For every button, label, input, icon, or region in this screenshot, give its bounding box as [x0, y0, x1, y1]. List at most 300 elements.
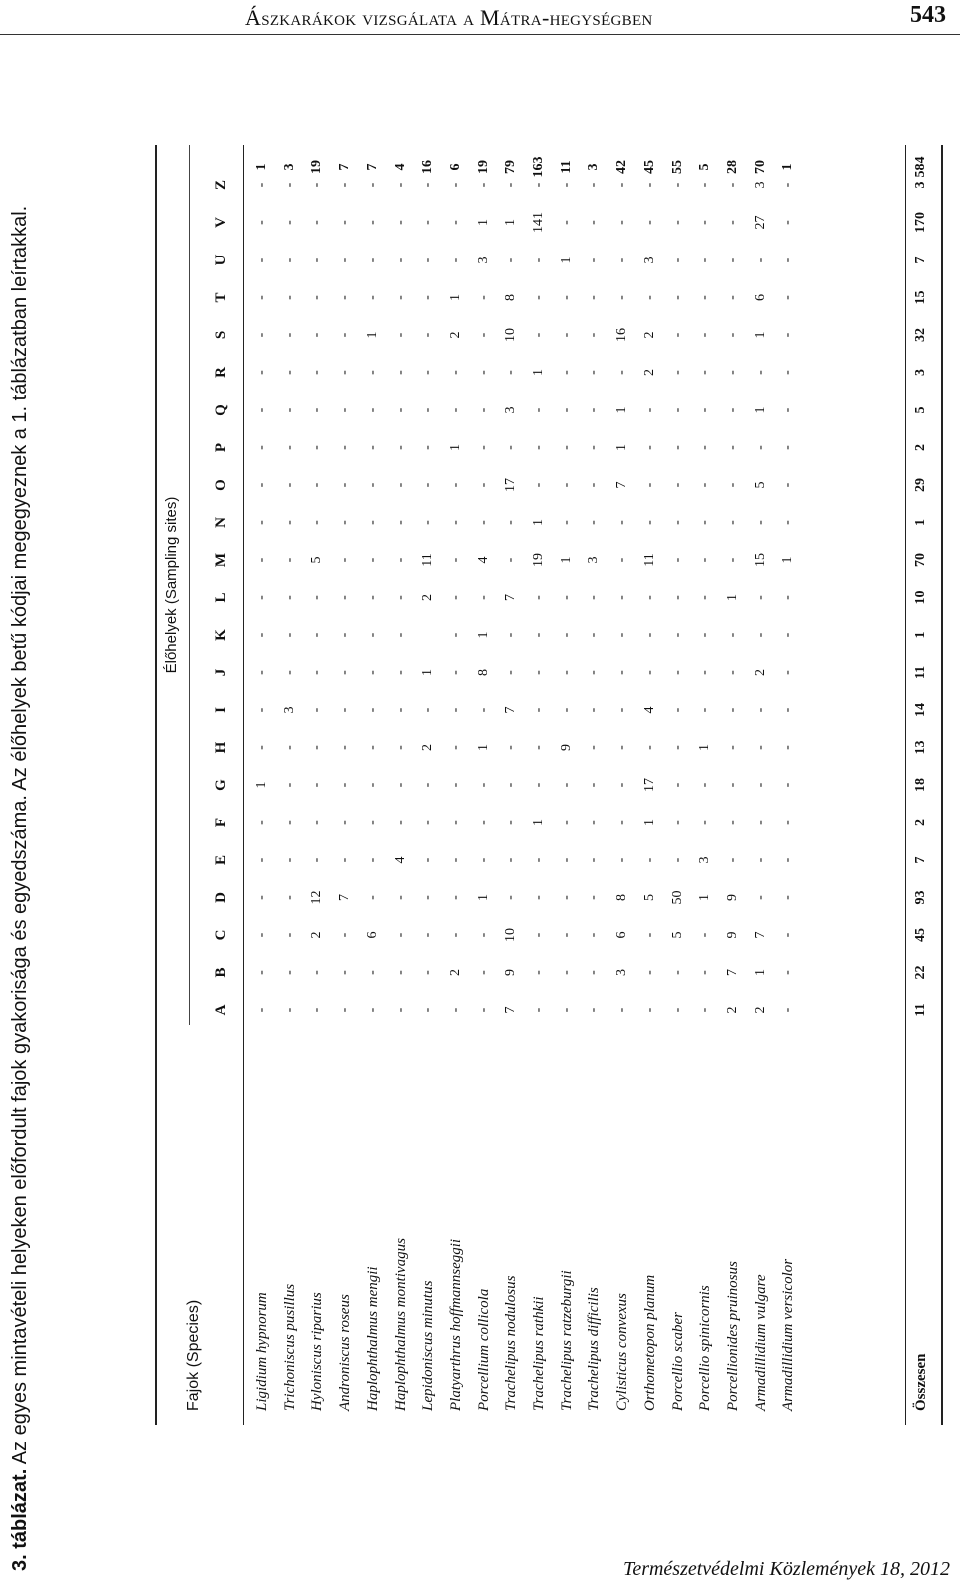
table-cell: -: [254, 595, 269, 600]
table-cell: -: [364, 407, 380, 413]
table-cell: -: [558, 332, 574, 338]
table-cell: -: [420, 707, 436, 713]
species-name: Platyarthrus hoffmannseggii: [447, 1238, 464, 1411]
table-cell: -: [503, 370, 519, 375]
table-cell: 141: [531, 212, 546, 233]
table-cell: 4: [392, 856, 408, 864]
table-cell: -: [503, 670, 519, 675]
table-cell: -: [392, 932, 408, 938]
table-cell: 50: [669, 890, 685, 905]
table-cell: 11: [641, 553, 657, 567]
table-cell: -: [586, 707, 602, 713]
table-row: [555, 145, 582, 1425]
table-cell: -: [447, 670, 463, 675]
table-cell: -: [503, 632, 519, 638]
table-cell: -: [614, 820, 630, 825]
table-cell: -: [669, 370, 685, 375]
table-cell: -: [281, 182, 297, 188]
table-cell: 5: [913, 406, 928, 414]
table-cell: -: [531, 182, 546, 188]
table-cell: -: [586, 445, 602, 450]
table-row: [361, 145, 388, 1425]
table-cell: -: [392, 782, 408, 788]
table-cell: -: [254, 407, 269, 413]
table-cell: -: [475, 332, 491, 338]
table-cell: -: [641, 445, 657, 450]
table-cell: -: [531, 482, 546, 488]
table-cell: -: [281, 1007, 297, 1013]
table-row: [721, 145, 748, 1425]
table-cell: -: [558, 707, 574, 713]
table-cell: -: [669, 782, 685, 788]
table-cell: -: [614, 707, 630, 713]
table-cell: 10: [503, 328, 519, 342]
table-cell: 2: [447, 969, 463, 976]
table-cell: -: [254, 745, 269, 750]
table-cell: -: [337, 182, 353, 188]
row-total: 3: [281, 163, 297, 171]
table-cell: -: [558, 857, 574, 863]
table-cell: -: [337, 670, 353, 675]
table-cell: -: [364, 445, 380, 450]
table-cell: 1: [614, 444, 630, 451]
table-cell: -: [531, 782, 546, 788]
species-name: Porcellio scaber: [669, 1311, 686, 1411]
table-cell: -: [669, 257, 685, 263]
table-cell: -: [780, 932, 796, 938]
table-caption: [8, 91, 32, 1571]
table-cell: -: [558, 445, 574, 450]
table-cell: -: [531, 445, 546, 450]
table-cell: -: [364, 857, 380, 863]
table-cell: -: [364, 745, 380, 750]
table-cell: 1: [447, 444, 463, 451]
row-total: 7: [337, 163, 353, 171]
species-name: Porcellio spinicornis: [697, 1285, 714, 1411]
table-cell: -: [447, 557, 463, 563]
table-cell: -: [364, 595, 380, 600]
table-cell: -: [475, 407, 491, 413]
table-cell: -: [447, 932, 463, 938]
table-cell: 3: [913, 369, 928, 376]
table-cell: 6: [614, 931, 630, 939]
table-cell: -: [281, 257, 297, 263]
journal-footer: Természetvédelmi Közlemények 18, 2012: [623, 1558, 950, 1580]
table-cell: -: [586, 220, 602, 225]
column-header-g: G: [213, 779, 229, 791]
table-cell: -: [669, 182, 685, 188]
sites-column-header: Élőhelyek (Sampling sites): [163, 496, 180, 674]
table-cell: -: [558, 782, 574, 788]
table-cell: 2: [641, 331, 657, 339]
table-cell: -: [558, 820, 574, 825]
table-cell: 3: [614, 969, 630, 976]
table-cell: -: [614, 670, 630, 675]
table-cell: 4: [475, 556, 491, 564]
table-cell: -: [475, 707, 491, 713]
table-cell: 22: [913, 965, 928, 980]
table-cell: -: [392, 632, 408, 638]
table-cell: -: [752, 257, 768, 263]
table-cell: -: [309, 670, 325, 675]
table-cell: -: [254, 482, 269, 488]
table-cell: -: [697, 520, 713, 525]
table-cell: -: [669, 857, 685, 863]
table-cell: -: [281, 670, 297, 675]
table-cell: -: [447, 820, 463, 825]
table-cell: -: [337, 707, 353, 713]
table-cell: 1: [752, 406, 768, 414]
table-cell: -: [614, 257, 630, 263]
table-cell: -: [752, 445, 768, 450]
table-cell: 1: [531, 519, 546, 526]
table-cell: -: [254, 932, 269, 938]
table-cell: -: [641, 970, 657, 975]
table-cell: -: [254, 332, 269, 338]
table-cell: -: [724, 782, 740, 788]
table-cell: -: [309, 520, 325, 525]
table-cell: -: [558, 182, 574, 188]
table-cell: -: [724, 820, 740, 825]
table-cell: 18: [913, 778, 928, 792]
table-cell: -: [392, 482, 408, 488]
table-cell: 3: [697, 856, 713, 864]
table-cell: 1: [697, 744, 713, 751]
table-cell: -: [669, 745, 685, 750]
table-cell: -: [447, 707, 463, 713]
table-cell: -: [531, 257, 546, 263]
table-row: [333, 145, 360, 1425]
column-header-p: P: [213, 442, 229, 453]
table-cell: -: [254, 632, 269, 638]
species-name: Trachelipus rathkii: [531, 1296, 547, 1411]
species-name: Trachelipus ratzeburgii: [558, 1270, 575, 1411]
table-cell: -: [254, 857, 269, 863]
column-header-h: H: [213, 741, 229, 754]
table-cell: -: [392, 557, 408, 563]
table-cell: -: [475, 482, 491, 488]
row-total: 584: [913, 156, 928, 178]
row-total: 3: [586, 163, 602, 171]
table-cell: -: [447, 782, 463, 788]
table-cell: -: [447, 857, 463, 863]
table-cell: -: [724, 745, 740, 750]
table-cell: 1: [614, 406, 630, 414]
table-cell: -: [392, 295, 408, 300]
table-cell: -: [531, 895, 546, 900]
table-cell: -: [420, 520, 436, 525]
table-cell: -: [697, 820, 713, 825]
table-cell: -: [669, 482, 685, 488]
table-cell: 6: [364, 931, 380, 939]
table-cell: -: [614, 557, 630, 563]
table-cell: -: [364, 295, 380, 300]
sites-header-rule: [189, 145, 190, 1025]
column-header-e: E: [213, 855, 229, 866]
table-cell: -: [392, 595, 408, 600]
table-cell: 11: [913, 1003, 928, 1017]
species-name: Hyloniscus riparius: [309, 1292, 326, 1411]
table-cell: -: [420, 332, 436, 338]
table-cell: 1: [780, 556, 796, 564]
table-cell: -: [724, 370, 740, 375]
table-cell: -: [503, 257, 519, 263]
table-cell: 10: [913, 590, 928, 605]
table-row: [416, 145, 443, 1425]
table-row: [610, 145, 637, 1425]
species-name: Armadillidium versicolor: [780, 1258, 797, 1411]
table-cell: 1: [447, 294, 463, 301]
table-cell: -: [281, 820, 297, 825]
table-cell: -: [337, 820, 353, 825]
table-cell: -: [614, 857, 630, 863]
table-cell: -: [364, 670, 380, 675]
table-cell: -: [697, 370, 713, 375]
table-cell: -: [475, 445, 491, 450]
table-cell: -: [531, 932, 546, 938]
table-cell: -: [364, 1007, 380, 1013]
table-cell: -: [586, 407, 602, 413]
table-cell: -: [475, 1007, 491, 1013]
table-cell: -: [586, 332, 602, 338]
table-cell: -: [558, 670, 574, 675]
table-cell: -: [337, 595, 353, 600]
table-cell: -: [503, 895, 519, 900]
table-row: [638, 145, 665, 1425]
table-cell: -: [669, 595, 685, 600]
table-cell: -: [531, 295, 546, 300]
row-total: 28: [724, 160, 740, 174]
table-cell: -: [586, 970, 602, 975]
table-cell: -: [586, 857, 602, 863]
row-total: 1: [780, 163, 796, 171]
column-header-m: M: [213, 552, 229, 568]
table-cell: -: [420, 257, 436, 263]
table-cell: -: [531, 1007, 546, 1013]
table-row: [472, 145, 499, 1425]
table-cell: -: [337, 745, 353, 750]
table-cell: -: [364, 257, 380, 263]
table-cell: -: [447, 257, 463, 263]
table-cell: -: [531, 707, 546, 713]
table-cell: -: [337, 257, 353, 263]
table-cell: -: [475, 182, 491, 188]
table-row: [527, 145, 554, 1425]
table-cell: -: [447, 520, 463, 525]
table-cell: -: [420, 782, 436, 788]
table-row: [666, 145, 693, 1425]
table-bottom-rule: [941, 145, 943, 1425]
table-cell: 9: [724, 894, 740, 901]
species-name: Porcellium collicola: [475, 1288, 492, 1411]
table-cell: -: [254, 257, 269, 263]
table-cell: -: [724, 407, 740, 413]
table-cell: -: [447, 745, 463, 750]
table-cell: -: [780, 1007, 796, 1013]
row-total: 163: [531, 156, 546, 178]
table-cell: 13: [913, 740, 928, 755]
column-header-a: A: [213, 1004, 229, 1016]
table-cell: -: [364, 707, 380, 713]
species-name: Armadillidium vulgare: [752, 1274, 769, 1411]
table-cell: -: [420, 370, 436, 375]
table-cell: 1: [254, 781, 269, 789]
column-header-c: C: [213, 929, 229, 941]
table-cell: 15: [752, 553, 768, 567]
table-cell: 29: [913, 478, 928, 492]
table-cell: -: [392, 707, 408, 713]
table-cell: -: [475, 782, 491, 788]
table-cell: -: [447, 632, 463, 638]
table-cell: -: [392, 520, 408, 525]
table-cell: -: [752, 632, 768, 638]
table-cell: -: [503, 782, 519, 788]
table-cell: -: [254, 1007, 269, 1013]
table-cell: -: [254, 370, 269, 375]
table-cell: -: [780, 370, 796, 375]
table-cell: -: [309, 445, 325, 450]
column-header-l: L: [213, 592, 229, 603]
table-cell: -: [614, 1007, 630, 1013]
table-cell: -: [641, 295, 657, 300]
row-total: 19: [475, 160, 491, 174]
table-cell: 7: [503, 1006, 519, 1014]
table-cell: 1: [475, 219, 491, 226]
table-cell: -: [309, 370, 325, 375]
running-title: Ászkarákok vizsgálata a Mátra-hegységben: [245, 5, 653, 30]
table-cell: -: [586, 257, 602, 263]
table-cell: -: [614, 745, 630, 750]
table-cell: -: [337, 332, 353, 338]
table-row: [444, 145, 471, 1425]
table-cell: -: [254, 970, 269, 975]
table-cell: -: [724, 332, 740, 338]
table-cell: -: [724, 857, 740, 863]
table-cell: -: [697, 445, 713, 450]
table-cell: -: [669, 220, 685, 225]
table-cell: 8: [475, 669, 491, 676]
table-cell: -: [641, 1007, 657, 1013]
table-cell: -: [364, 632, 380, 638]
table-cell: -: [254, 707, 269, 713]
table-cell: -: [669, 295, 685, 300]
table-cell: 8: [614, 894, 630, 901]
table-cell: 1: [752, 969, 768, 976]
table-cell: -: [558, 520, 574, 525]
table-cell: -: [558, 295, 574, 300]
table-cell: -: [503, 182, 519, 188]
table-cell: -: [364, 782, 380, 788]
table-cell: 7: [337, 894, 353, 901]
table-cell: -: [531, 407, 546, 413]
table-cell: -: [309, 407, 325, 413]
column-header-o: O: [213, 479, 229, 491]
table-cell: -: [531, 595, 546, 600]
table-cell: -: [337, 520, 353, 525]
species-name: Trachelipus difficilis: [586, 1287, 603, 1411]
row-total: 42: [614, 160, 630, 174]
table-cell: -: [780, 520, 796, 525]
table-cell: -: [641, 595, 657, 600]
table-cell: -: [697, 595, 713, 600]
table-cell: 1: [913, 631, 928, 639]
table-cell: -: [364, 895, 380, 900]
table-cell: 6: [752, 294, 768, 301]
table-cell: 27: [752, 215, 768, 230]
table-cell: 2: [420, 744, 436, 751]
table-cell: -: [309, 820, 325, 825]
table-cell: -: [697, 257, 713, 263]
species-name: Androniscus roseus: [337, 1294, 354, 1411]
column-header-z: Z: [213, 180, 229, 191]
table-cell: -: [364, 970, 380, 975]
row-total: 55: [669, 160, 685, 174]
table-cell: 7: [752, 931, 768, 939]
table-cell: -: [281, 220, 297, 225]
table-cell: 7: [913, 256, 928, 264]
table-cell: 5: [309, 556, 325, 564]
table-cell: 1: [364, 331, 380, 339]
table-cell: -: [614, 595, 630, 600]
table-cell: -: [337, 857, 353, 863]
table-cell: -: [309, 632, 325, 638]
table-cell: -: [420, 932, 436, 938]
table-cell: 8: [503, 294, 519, 301]
table-cell: -: [780, 970, 796, 975]
table-cell: 19: [531, 553, 546, 567]
table-cell: -: [724, 295, 740, 300]
column-header-t: T: [213, 292, 229, 303]
table-cell: -: [337, 407, 353, 413]
table-cell: -: [531, 857, 546, 863]
table-cell: -: [697, 1007, 713, 1013]
table-row: [776, 145, 803, 1425]
table-cell: -: [281, 445, 297, 450]
table-cell: 3: [752, 181, 768, 189]
table-cell: -: [364, 182, 380, 188]
table-cell: 1: [558, 256, 574, 264]
table-cell: 1: [697, 894, 713, 901]
column-header-v: V: [213, 217, 229, 228]
table-cell: -: [392, 220, 408, 225]
table-cell: 2: [752, 669, 768, 676]
table-cell: -: [614, 520, 630, 525]
table-cell: 4: [641, 706, 657, 714]
table-cell: -: [780, 445, 796, 450]
column-header-q: Q: [213, 404, 229, 416]
table-cell: 7: [913, 856, 928, 864]
table-cell: 45: [913, 928, 928, 942]
table-cell: -: [724, 182, 740, 188]
table-cell: -: [254, 670, 269, 675]
table-cell: -: [420, 857, 436, 863]
table-cell: -: [641, 220, 657, 225]
table-cell: -: [281, 632, 297, 638]
table-cell: -: [531, 670, 546, 675]
sum-top-rule: [905, 145, 906, 1425]
table-cell: -: [586, 820, 602, 825]
table-cell: -: [558, 632, 574, 638]
table-cell: -: [392, 257, 408, 263]
table-cell: -: [780, 895, 796, 900]
table-cell: -: [752, 707, 768, 713]
table-cell: -: [697, 632, 713, 638]
table-cell: -: [475, 932, 491, 938]
table-cell: 16: [614, 328, 630, 342]
table-cell: 93: [913, 890, 928, 905]
table-cell: -: [420, 820, 436, 825]
table-cell: -: [724, 632, 740, 638]
